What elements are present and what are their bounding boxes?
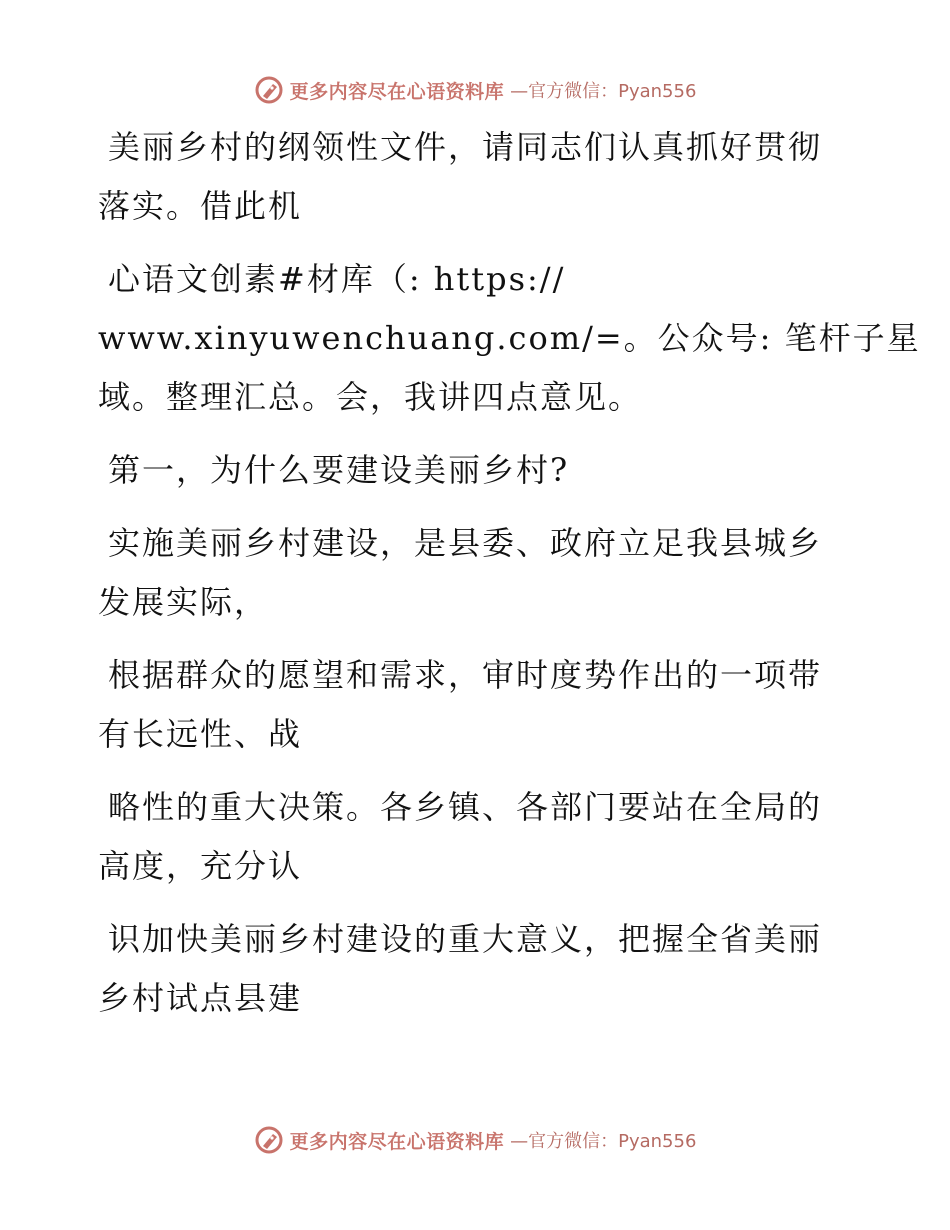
text-line: 域。整理汇总。会，我讲四点意见。 xyxy=(98,378,643,416)
banner-site-text: 更多内容尽在心语资料库 xyxy=(289,80,505,103)
header-watermark-banner xyxy=(0,70,950,110)
text-line: 第一，为什么要建设美丽乡村? xyxy=(108,451,570,489)
text-line: 心语文创素#材库（: https:// xyxy=(108,260,566,298)
text-line: 美丽乡村的纲领性文件，请同志们认真抓好贯彻 xyxy=(108,128,823,166)
text-line: 根据群众的愿望和需求，审时度势作出的一项带 xyxy=(108,656,823,694)
banner-wechat-text: —官方微信：Pyan556 xyxy=(510,81,697,102)
text-line: 识加快美丽乡村建设的重大意义，把握全省美丽 xyxy=(108,920,823,958)
section-heading xyxy=(98,441,838,500)
text-line: 乡村试点县建 xyxy=(98,979,303,1017)
banner-wechat-text: —官方微信：Pyan556 xyxy=(510,1131,697,1152)
paragraph xyxy=(98,778,838,896)
pen-nib-circle-icon xyxy=(254,1125,284,1155)
paragraph xyxy=(98,910,838,1028)
text-line: 高度，充分认 xyxy=(98,847,303,885)
text-line: 发展实际， xyxy=(98,583,269,621)
text-line: 落实。借此机 xyxy=(98,187,303,225)
text-line: 略性的重大决策。各乡镇、各部门要站在全局的 xyxy=(108,788,823,826)
text-line: www.xinyuwenchuang.com/=。公众号: 笔杆子星 xyxy=(98,319,921,357)
pen-nib-circle-icon xyxy=(254,75,284,105)
paragraph xyxy=(98,646,838,764)
text-line: 有长远性、战 xyxy=(98,715,303,753)
document-body xyxy=(98,118,921,1042)
banner-site-text: 更多内容尽在心语资料库 xyxy=(289,1130,505,1153)
footer-watermark-banner xyxy=(0,1120,950,1160)
paragraph xyxy=(98,514,838,632)
text-line: 实施美丽乡村建设，是县委、政府立足我县城乡 xyxy=(108,524,823,562)
paragraph xyxy=(98,118,838,236)
paragraph xyxy=(98,250,921,427)
